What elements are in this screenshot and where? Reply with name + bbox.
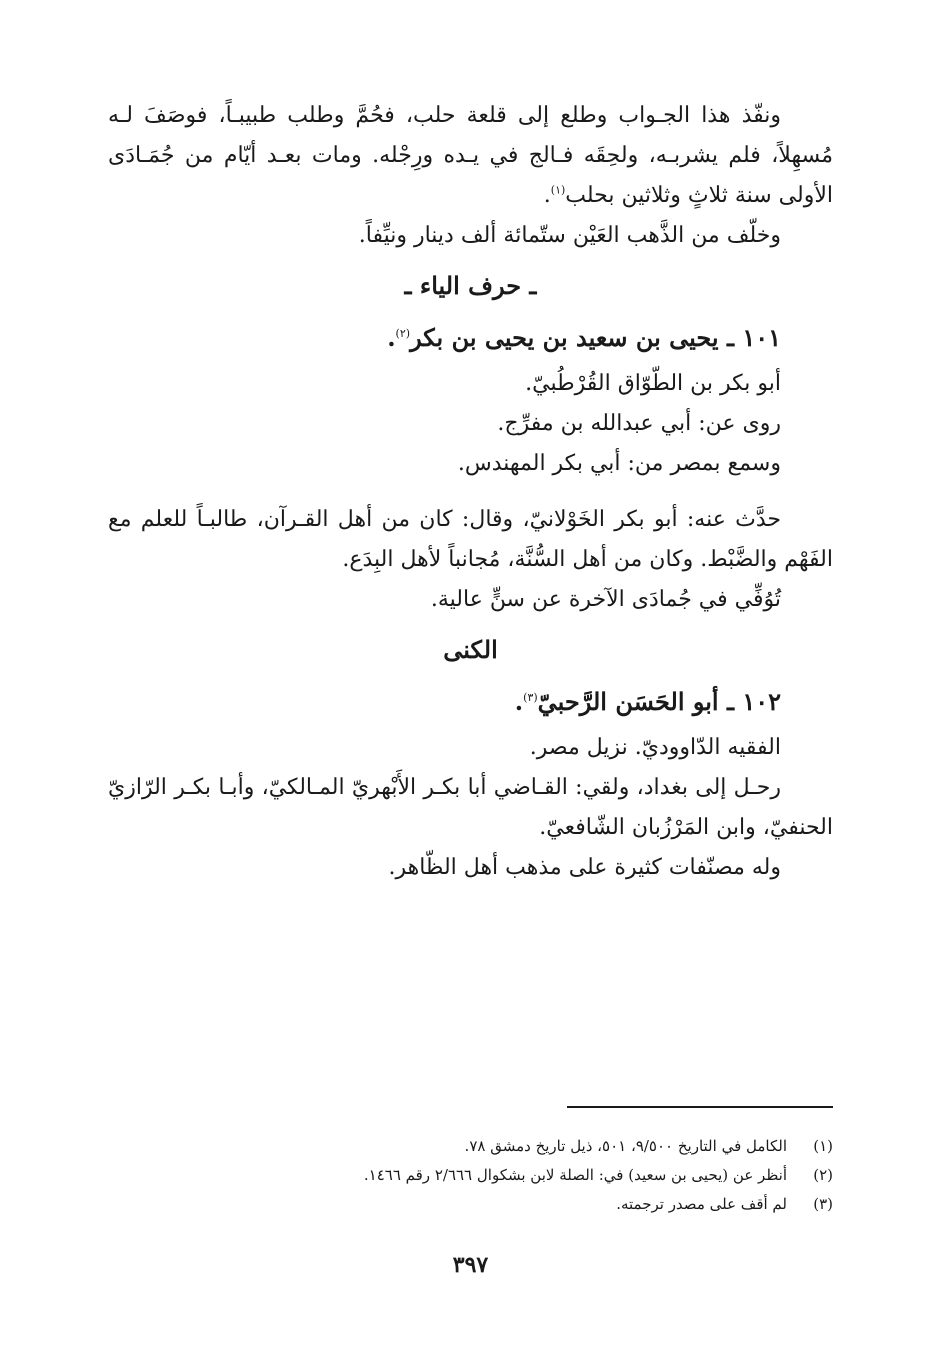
footnote-number: (٢) bbox=[813, 1166, 833, 1184]
paragraph-biography-end: ونفّذ هذا الجـواب وطلع إلى قلعة حلب، فحُمَّ وطلب طبيبـاً، فوصَفَ لـه مُسهِلاً، فلم يشربـه، ولحِقَه فـالج في يـده ورِجْله. ومات بعـد أيّام من جُمَـادَى الأولى سنة ثلاثٍ وثلاثين بحلب$^{(١)}$. bbox=[108, 103, 833, 208]
section-heading-kuna: الكنى bbox=[443, 635, 498, 664]
footnote-item bbox=[108, 1190, 833, 1219]
entry-101-line: حدَّث عنه: أبو بكر الخَوْلانيّ، وقال: كان من أهل القـرآن، طالبـاً للعلم مع الفَهْم والضَّبْط. وكان من أهل السُّنَّة، مُجانباً لأهل البِدَع. bbox=[108, 507, 833, 572]
footnote-ref-2: (٢) bbox=[395, 327, 411, 340]
entry-101-heading: ١٠١ ـ يحيى بن سعيد بن يحيى بن بكر$^{(٢)}$. bbox=[387, 323, 781, 352]
footnote-ref-1: (١) bbox=[550, 183, 566, 197]
entry-101-title: ١٠١ ـ يحيى بن سعيد بن يحيى بن بكر bbox=[410, 323, 781, 352]
entry-102-title: ١٠٢ ـ أبو الحَسَن الرَّحبيّ bbox=[537, 687, 781, 716]
entry-102-line: رحـل إلى بغداد، ولقي: القـاضي أبا بكـر الأَبْهريّ المـالكيّ، وأبـا بكـر الرّازيّ الحنفيّ، وابن المَرْزُبان الشّافعيّ. bbox=[108, 775, 833, 840]
paragraph-legacy: وخلّف من الذَّهب العَيْن ستّمائة ألف دينار ونيِّفاً. bbox=[358, 223, 781, 248]
book-page bbox=[108, 96, 833, 1316]
footnote-ref-3: (٣) bbox=[523, 691, 538, 704]
spacer bbox=[108, 484, 833, 500]
page-number: ٣٩٧ bbox=[452, 1252, 489, 1278]
footnote-number: (١) bbox=[813, 1137, 833, 1155]
footnote-text: أنظر عن (يحيى بن سعيد) في: الصلة لابن بشكوال ٢/٦٦٦ رقم ١٤٦٦. bbox=[363, 1166, 787, 1184]
entry-101-line: تُوُفِّي في جُمادَى الآخرة عن سنٍّ عالية. bbox=[430, 587, 781, 612]
entry-101-line: وسمع بمصر من: أبي بكر المهندس. bbox=[457, 451, 781, 476]
entry-102-line: وله مصنّفات كثيرة على مذهب أهل الظّاهر. bbox=[388, 855, 781, 880]
footnote-text: الكامل في التاريخ ٩/٥٠٠، ٥٠١، ذيل تاريخ دمشق ٧٨. bbox=[464, 1137, 787, 1155]
paragraph-text: ونفّذ هذا الجـواب وطلع إلى قلعة حلب، فحُمَّ وطلب طبيبـاً، فوصَفَ لـه مُسهِلاً، فلم يشربـه، ولحِقَه فـالج في يـده ورِجْله. ومات بعـد أيّام من جُمَـادَى الأولى سنة ثلاثٍ وثلاثين بحلب bbox=[108, 103, 833, 208]
footnote-divider bbox=[567, 1106, 833, 1108]
footnotes bbox=[108, 1132, 833, 1219]
entry-101-line: روى عن: أبي عبدالله بن مفرِّج. bbox=[497, 411, 781, 436]
section-heading-ya: ـ حرف الياء ـ bbox=[404, 271, 537, 300]
entry-102-heading: ١٠٢ ـ أبو الحَسَن الرَّحبيّ$^{(٣)}$. bbox=[514, 687, 781, 716]
entry-102-line: الفقيه الدّاووديّ. نزيل مصر. bbox=[529, 735, 781, 760]
entry-101-line: أبو بكر بن الطّوّاق القُرْطُبيّ. bbox=[525, 371, 781, 396]
footnote-number: (٣) bbox=[813, 1195, 833, 1213]
footnote-text: لم أقف على مصدر ترجمته. bbox=[616, 1195, 787, 1213]
footnote-item bbox=[108, 1161, 833, 1190]
footnote-item bbox=[108, 1132, 833, 1161]
